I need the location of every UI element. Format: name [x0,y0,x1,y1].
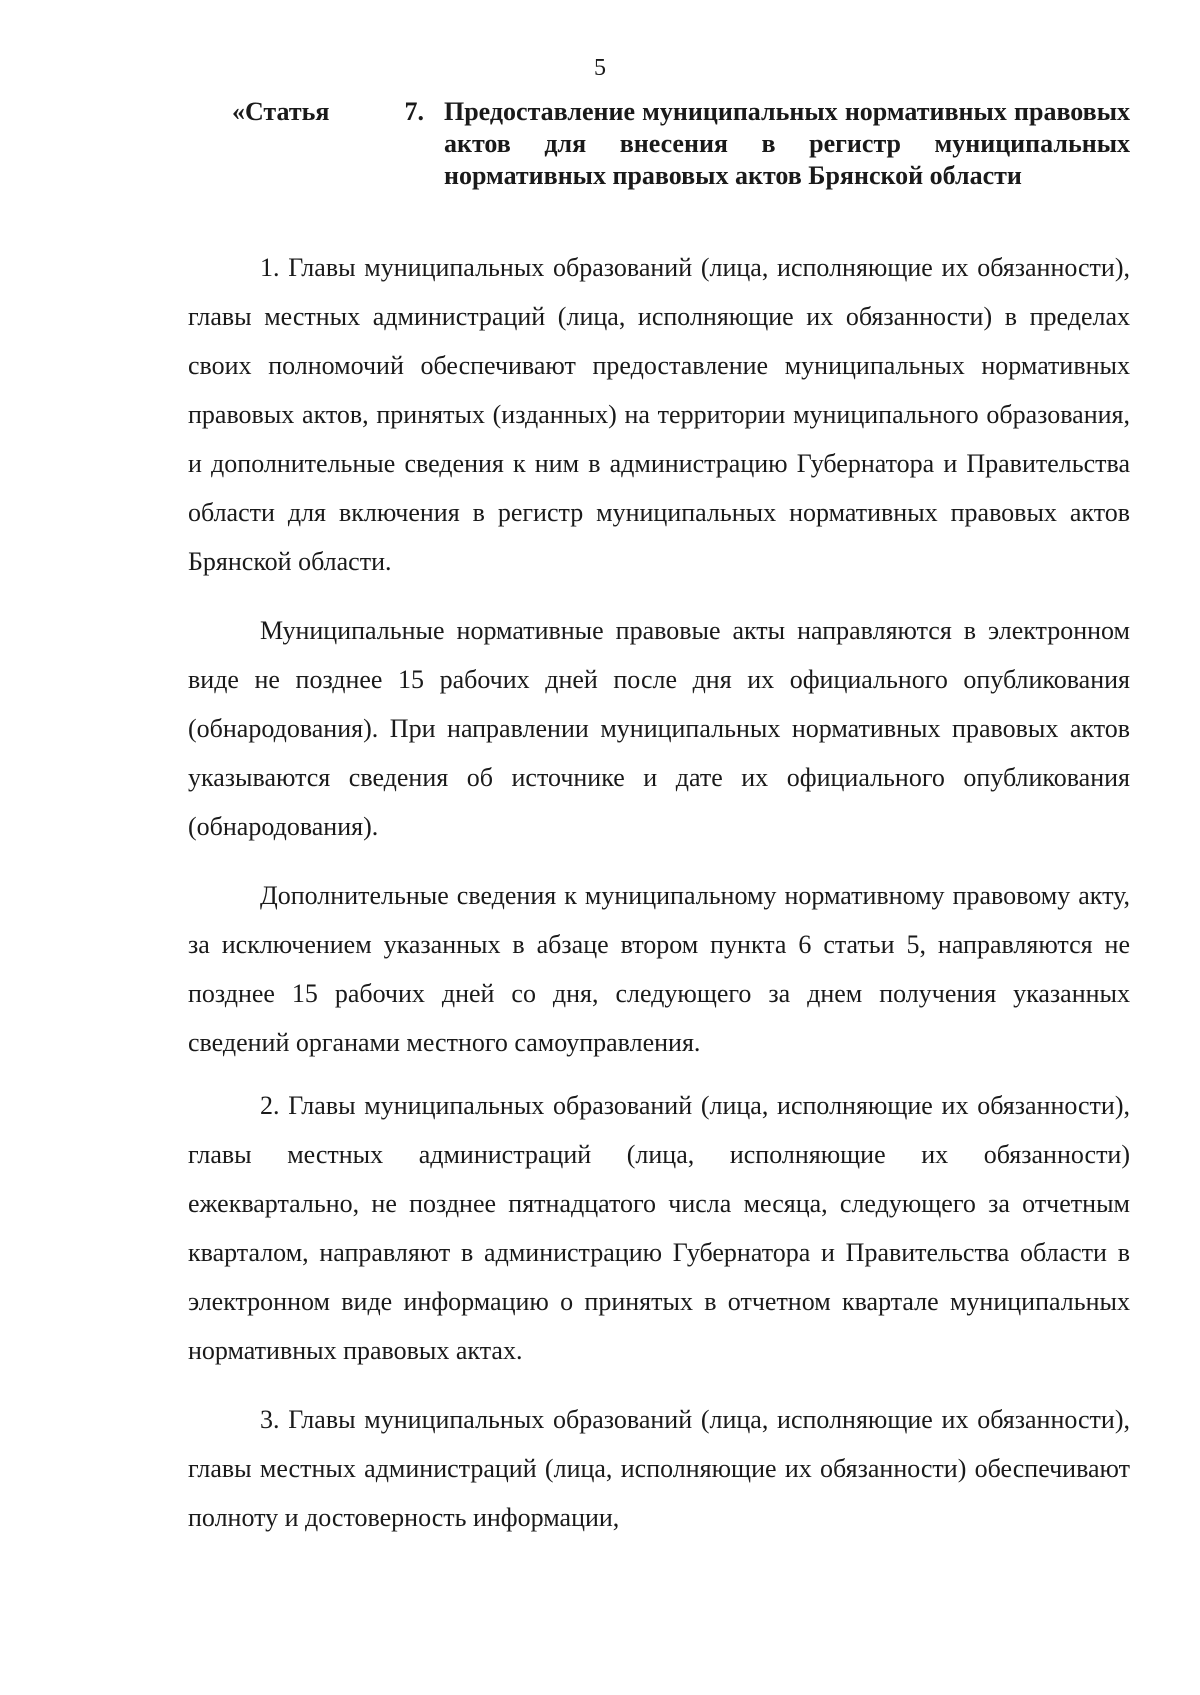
article-title: Предоставление муниципальных нормативных правовых актов для внесения в регистр муниципальных нормативных правовых актов Брянской области [444,97,1130,190]
article-label-number: 7. [404,97,424,126]
article-label-word: «Статья [232,97,330,126]
paragraph-5: 3. Главы муниципальных образований (лица, исполняющие их обязанности), главы местных администраций (лица, исполняющие их обязанности) обеспечивают полноту и достоверность информации, [188,1405,1130,1532]
article-label [232,96,444,192]
paragraph-4: 2. Главы муниципальных образований (лица, исполняющие их обязанности), главы местных администраций (лица, исполняющие их обязанности) ежеквартально, не позднее пятнадцатого числа месяца, следующего за отчетным кварталом, направляют в администрацию Губернатора и Правительства области в электронном виде информацию о принятых в отчетном квартале муниципальных нормативных правовых актах. [188,1091,1130,1365]
paragraph-3: Дополнительные сведения к муниципальному нормативному правовому акту, за исключением указанных в абзаце втором пункта 6 статьи 5, направляются не позднее 15 рабочих дней со дня, следующего за днем получения указанных сведений органами местного самоуправления. [188,881,1130,1057]
document-body [188,243,1130,1542]
page-number: 5 [594,55,606,81]
paragraph-2: Муниципальные нормативные правовые акты направляются в электронном виде не позднее 15 рабочих дней после дня их официального опубликования (обнародования). При направлении муниципальных нормативных правовых актов указываются сведения об источнике и дате их официального опубликования (обнародования). [188,616,1130,841]
paragraph-1: 1. Главы муниципальных образований (лица, исполняющие их обязанности), главы местных администраций (лица, исполняющие их обязанности) в пределах своих полномочий обеспечивают предоставление муниципальных нормативных правовых актов, принятых (изданных) на территории муниципального образования, и дополнительные сведения к ним в администрацию Губернатора и Правительства области для включения в регистр муниципальных нормативных правовых актов Брянской области. [188,253,1130,576]
article-heading [232,96,1130,192]
